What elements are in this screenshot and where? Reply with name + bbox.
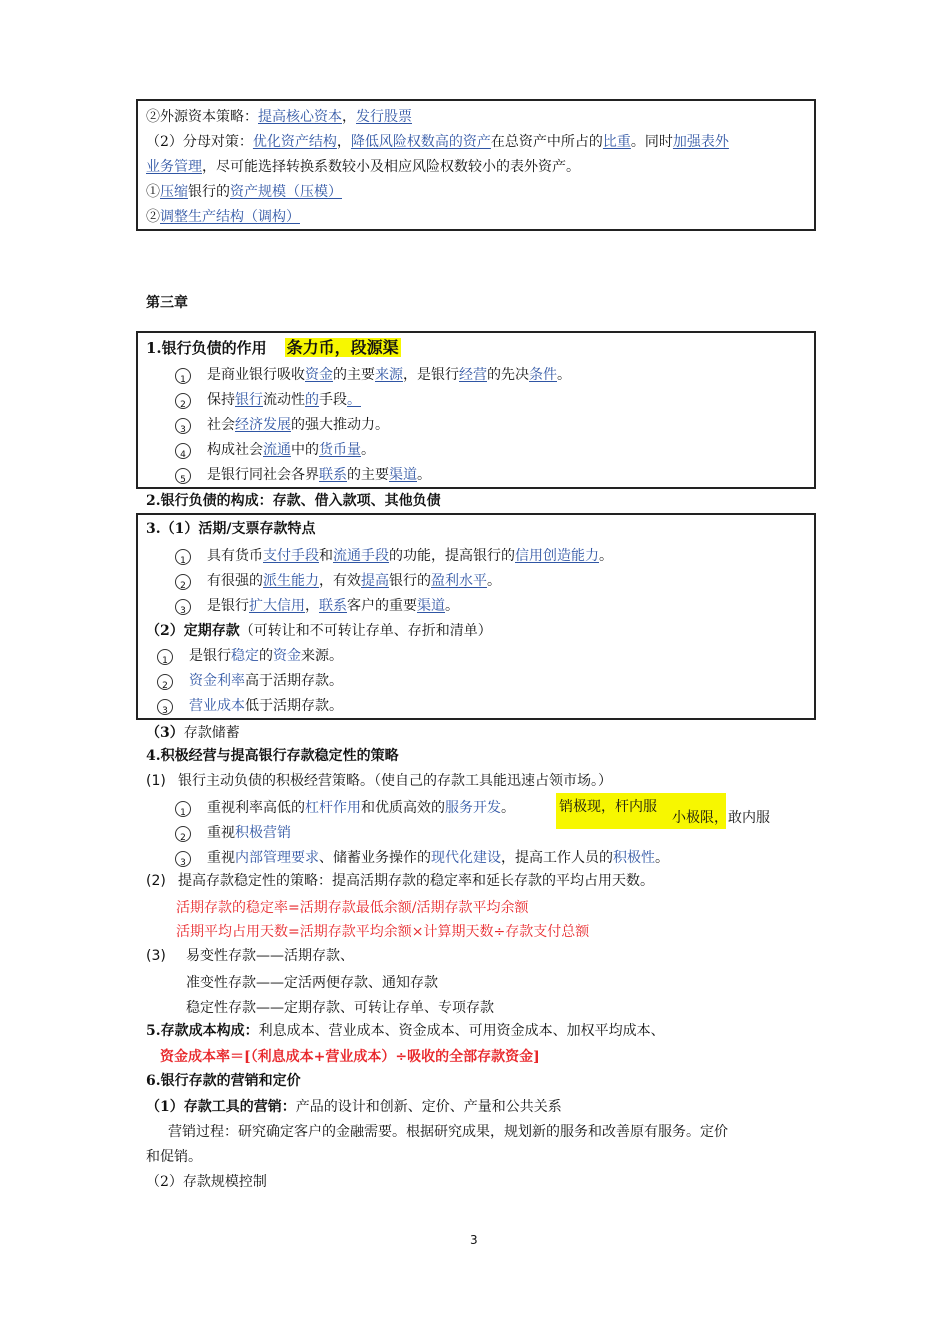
time-deposit-title: （2）定期存款（可转让和不可转让存单、存折和清单） <box>146 623 492 639</box>
savings-line: （3）存款储蓄 <box>146 725 240 741</box>
list-item-text: 是商业银行吸收 <box>207 367 305 383</box>
list-item-text: 积极性 <box>613 850 655 866</box>
section4-p2: (2) 提高存款稳定性的策略：提高活期存款的稳定率和延长存款的平均占用天数。 <box>146 873 654 889</box>
list-item <box>157 646 343 666</box>
list-item <box>175 546 613 566</box>
list-item-text: 。 <box>599 548 613 564</box>
list-item <box>175 365 571 385</box>
list-item <box>157 696 343 716</box>
formula-stability-rate: 活期存款的稳定率=活期存款最低余额/活期存款平均余额 <box>176 900 529 916</box>
section6-heading: 6.银行存款的营销和定价 <box>146 1073 301 1089</box>
section4-heading: 4.积极经营与提高银行存款稳定性的策略 <box>146 748 399 764</box>
circled-number-icon: 2 <box>175 393 191 409</box>
circled-number-icon: 3 <box>175 418 191 434</box>
list-item <box>175 848 669 868</box>
box1-line4: ①压缩银行的资产规模（压模） <box>146 184 342 200</box>
list-item-text: 扩大信用 <box>249 598 305 614</box>
list-item-text: 银行的 <box>389 573 431 589</box>
list-item <box>175 798 515 818</box>
list-item-text: 。 <box>361 442 375 458</box>
list-item-text: 条件 <box>529 367 557 383</box>
list-item-text: ， <box>305 598 319 614</box>
section4-p3: (3) 易变性存款——活期存款、 <box>146 948 354 964</box>
list-item-text: 中的 <box>291 442 319 458</box>
list-item-text: 是银行 <box>189 648 231 664</box>
liability-composition-heading: 2.银行负债的构成：存款、借入款项、其他负债 <box>146 493 441 509</box>
side-note: 小极限，敢内服 <box>672 810 770 826</box>
list-item <box>175 415 389 435</box>
section4-p3b: 准变性存款——定活两便存款、通知存款 <box>186 975 438 991</box>
list-item-text: 积极营销 <box>235 825 291 841</box>
list-item <box>175 596 459 616</box>
list-item-text: 社会 <box>207 417 235 433</box>
circled-number-icon: 2 <box>157 674 173 690</box>
list-item-text: 联系 <box>319 598 347 614</box>
list-item-text: 经营 <box>459 367 487 383</box>
list-item-text: 流通 <box>263 442 291 458</box>
list-item <box>157 671 343 691</box>
list-item-text: 的强大推动力。 <box>291 417 389 433</box>
list-item-text: 低于活期存款。 <box>245 698 343 714</box>
circled-number-icon: 1 <box>175 549 191 565</box>
list-item-text: 手段 <box>319 392 347 408</box>
list-item-text: 资金利率 <box>189 673 245 689</box>
list-item-text: 和 <box>319 548 333 564</box>
section4-p1: (1) 银行主动负债的积极经营策略。（使自己的存款工具能迅速占领市场。） <box>146 773 612 789</box>
list-item-text: 。 <box>487 573 501 589</box>
list-item-text: 派生能力 <box>263 573 319 589</box>
list-item-text: 资金 <box>273 648 301 664</box>
list-item-text: ，有效 <box>319 573 361 589</box>
section6-p1: （1）存款工具的营销：产品的设计和创新、定价、产量和公共关系 <box>146 1099 562 1115</box>
list-item-text: 盈利水平 <box>431 573 487 589</box>
circled-number-icon: 2 <box>175 574 191 590</box>
list-item-text: 重视利率高低的 <box>207 800 305 816</box>
formula-avg-days: 活期平均占用天数=活期存款平均余额×计算期天数÷存款支付总额 <box>176 924 590 940</box>
list-item-text: 的 <box>259 648 273 664</box>
section6-p2: 营销过程：研究确定客户的金融需要。根据研究成果，规划新的服务和改善原有服务。定价 <box>168 1124 728 1140</box>
list-item-text: 经济发展 <box>235 417 291 433</box>
list-item-text: 。 <box>417 467 431 483</box>
circled-number-icon: 1 <box>157 649 173 665</box>
list-item-text: 高于活期存款。 <box>245 673 343 689</box>
list-item-text: 内部管理要求 <box>235 850 319 866</box>
list-item-text: 银行 <box>235 392 263 408</box>
list-item-text: 稳定 <box>231 648 259 664</box>
list-item-text: 资金 <box>305 367 333 383</box>
chapter-heading: 第三章 <box>146 295 188 311</box>
circled-number-icon: 3 <box>157 699 173 715</box>
list-item-text: 。 <box>655 850 669 866</box>
circled-number-icon: 5 <box>175 468 191 484</box>
list-item-text: 和优质高效的 <box>361 800 445 816</box>
list-item-text: 提高 <box>361 573 389 589</box>
list-item-text: 具有货币 <box>207 548 263 564</box>
list-item <box>175 823 291 843</box>
list-item-text: 保持 <box>207 392 235 408</box>
list-item-text: ，提高工作人员的 <box>501 850 613 866</box>
list-item-text: 客户的重要 <box>347 598 417 614</box>
list-item-text: 。 <box>445 598 459 614</box>
list-item-text: 的主要 <box>333 367 375 383</box>
box1-line1: ②外源资本策略：提高核心资本，发行股票 <box>146 109 412 125</box>
box1-line5: ②调整生产结构（调构） <box>146 209 300 225</box>
box3-title: 3.（1）活期/支票存款特点 <box>146 521 316 537</box>
list-item <box>175 440 375 460</box>
list-item-text: 重视 <box>207 850 235 866</box>
list-item-text: ，是银行 <box>403 367 459 383</box>
list-item-text: 来源 <box>375 367 403 383</box>
list-item-text: 。 <box>347 392 361 408</box>
list-item-text: 渠道 <box>389 467 417 483</box>
box1-line3: 业务管理，尽可能选择转换系数较小及相应风险权数较小的表外资产。 <box>146 159 580 175</box>
list-item-text: 信用创造能力 <box>515 548 599 564</box>
list-item-text: 联系 <box>319 467 347 483</box>
section6-p3: 和促销。 <box>146 1149 202 1165</box>
formula-cost-rate: 资金成本率＝[（利息成本+营业成本）÷吸收的全部存款资金] <box>160 1049 540 1065</box>
list-item-text: 渠道 <box>417 598 445 614</box>
list-item-text: 支付手段 <box>263 548 319 564</box>
list-item-text: 有很强的 <box>207 573 263 589</box>
mnemonic-note-highlight: 销极现，杆内服 <box>556 793 726 829</box>
circled-number-icon: 1 <box>175 801 191 817</box>
section6-p4: （2）存款规模控制 <box>146 1174 267 1190</box>
box1-line2: （2）分母对策：优化资产结构，降低风险权数高的资产在总资产中所占的比重。同时加强表外 <box>146 134 729 150</box>
list-item-text: 。 <box>557 367 571 383</box>
mnemonic-highlight: 条力币，段源渠 <box>286 338 399 357</box>
list-item-text: 营业成本 <box>189 698 245 714</box>
list-item-text: 流动性 <box>263 392 305 408</box>
list-item-text: 重视 <box>207 825 235 841</box>
circled-number-icon: 4 <box>175 443 191 459</box>
list-item-text: 现代化建设 <box>431 850 501 866</box>
list-item-text: 货币量 <box>319 442 361 458</box>
box2-title: 1.银行负债的作用 条力币，段源渠 <box>146 338 399 357</box>
list-item-text: 杠杆作用 <box>305 800 361 816</box>
list-item-text: 的先决 <box>487 367 529 383</box>
circled-number-icon: 3 <box>175 851 191 867</box>
section4-p3c: 稳定性存款——定期存款、可转让存单、专项存款 <box>186 1000 494 1016</box>
list-item-text: 、储蓄业务操作的 <box>319 850 431 866</box>
list-item-text: 流通手段 <box>333 548 389 564</box>
list-item <box>175 390 361 410</box>
list-item-text: 是银行同社会各界 <box>207 467 319 483</box>
section5-heading: 5.存款成本构成：利息成本、营业成本、资金成本、可用资金成本、加权平均成本、 <box>146 1023 665 1039</box>
list-item-text: 服务开发 <box>445 800 501 816</box>
list-item <box>175 571 501 591</box>
list-item-text: 的 <box>305 392 319 408</box>
list-item-text: 构成社会 <box>207 442 263 458</box>
list-item-text: 的主要 <box>347 467 389 483</box>
list-item-text: 是银行 <box>207 598 249 614</box>
circled-number-icon: 2 <box>175 826 191 842</box>
list-item-text: 。 <box>501 800 515 816</box>
list-item-text: 的功能，提高银行的 <box>389 548 515 564</box>
list-item <box>175 465 431 485</box>
page-number: 3 <box>470 1233 478 1247</box>
list-item-text: 来源。 <box>301 648 343 664</box>
circled-number-icon: 1 <box>175 368 191 384</box>
circled-number-icon: 3 <box>175 599 191 615</box>
